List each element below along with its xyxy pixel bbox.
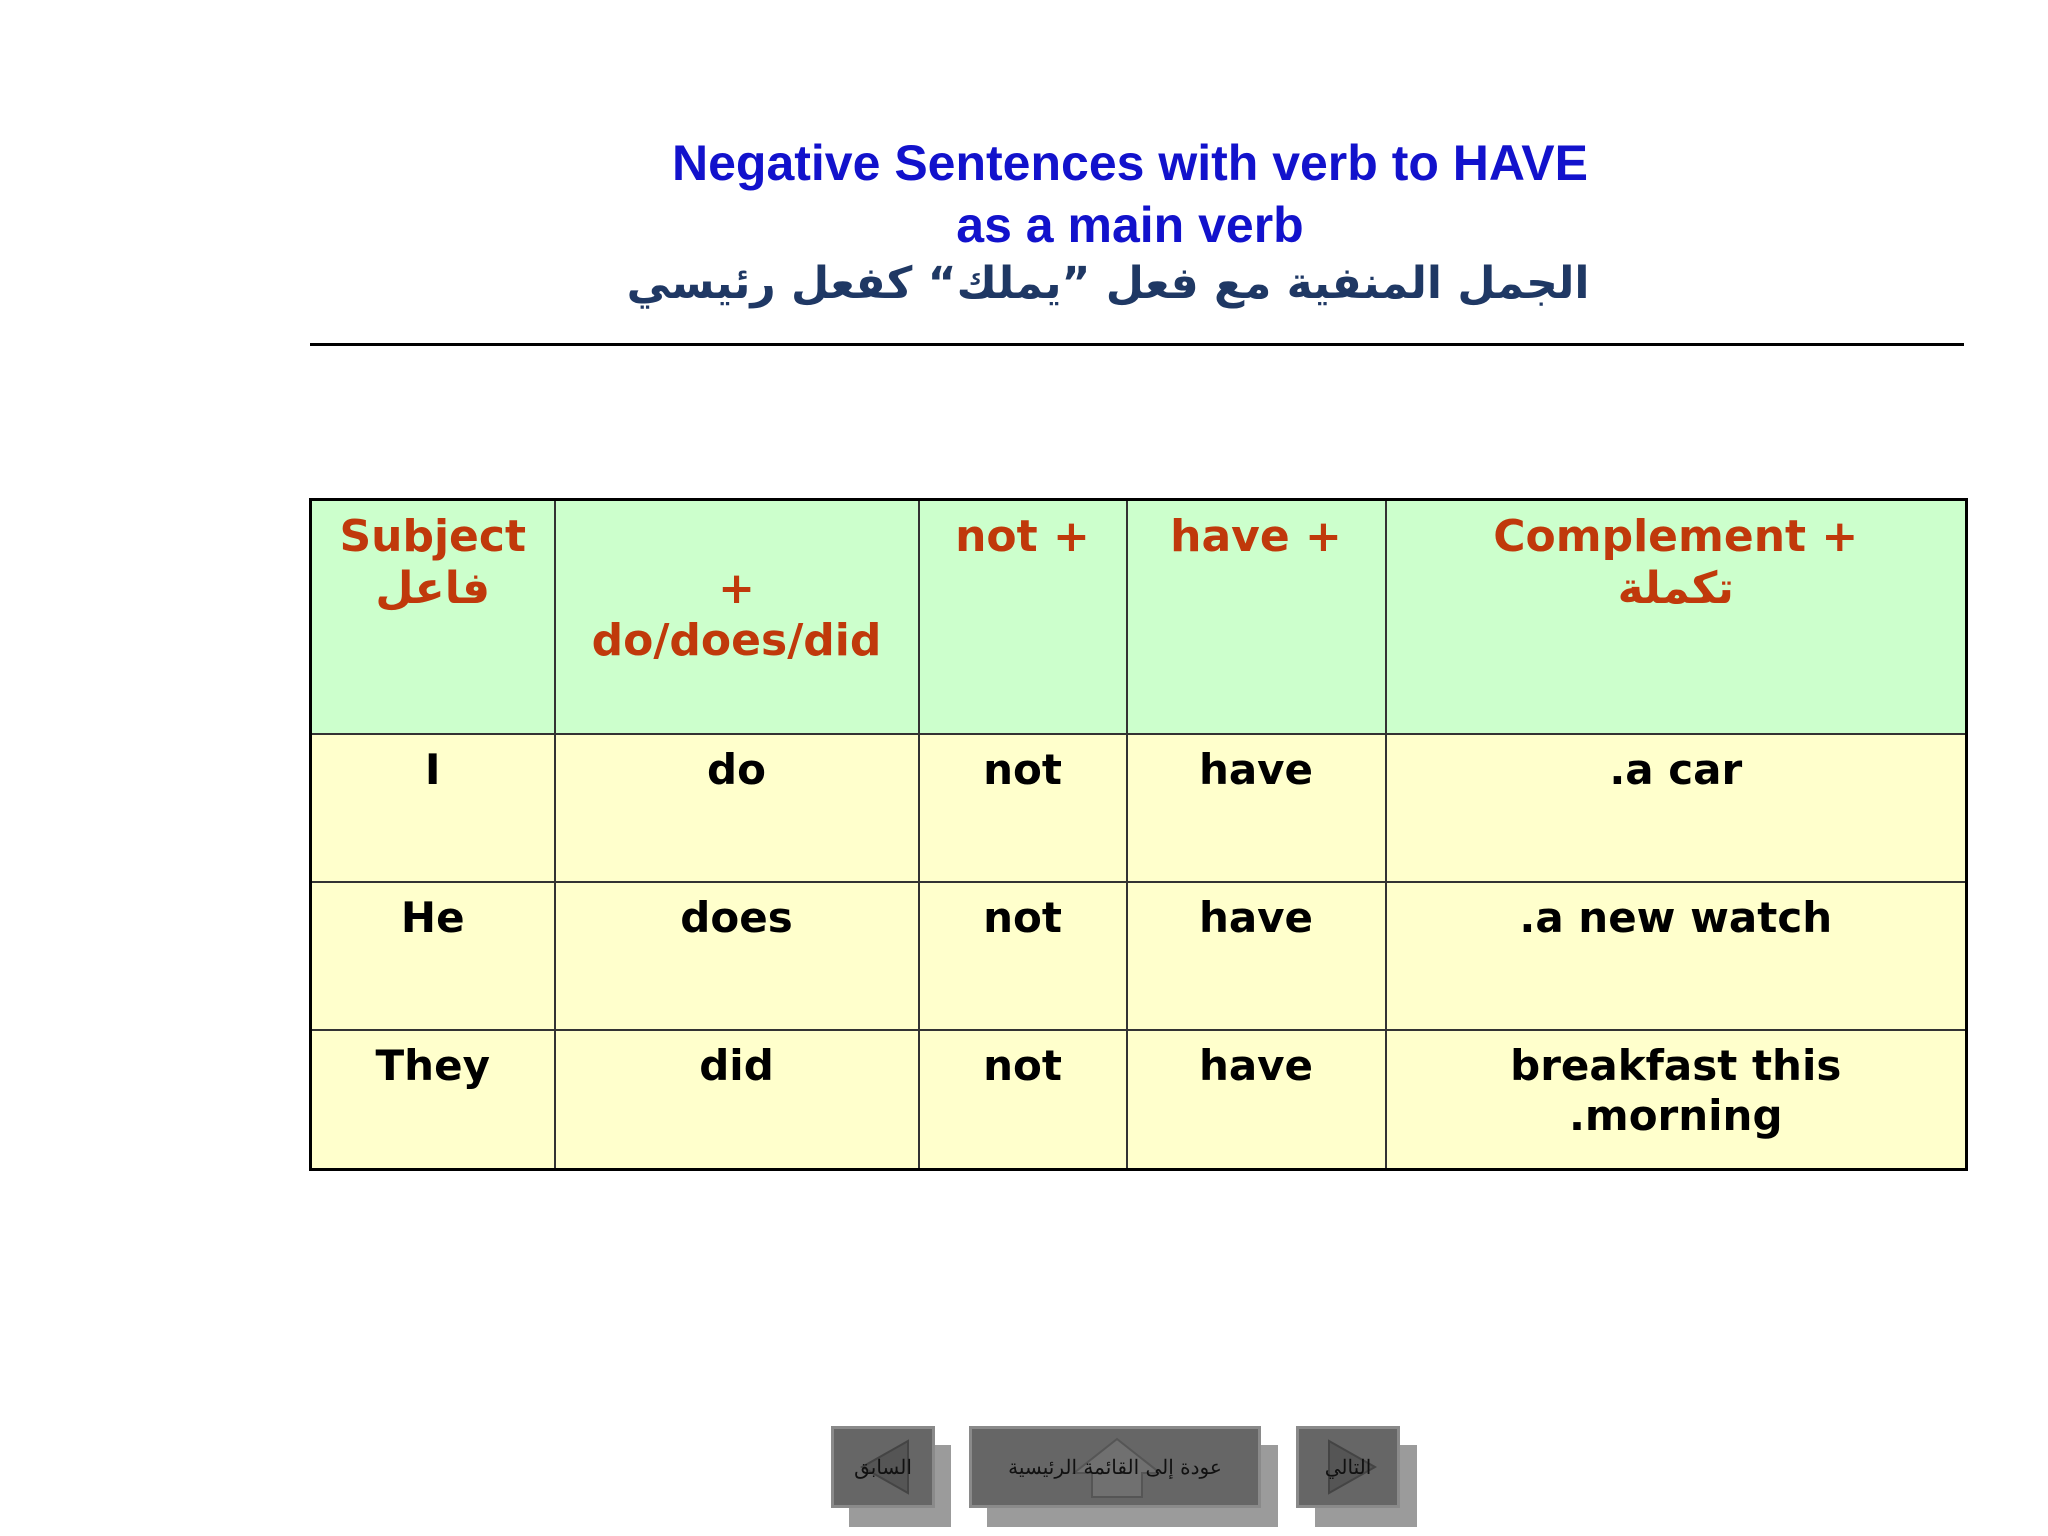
header-auxiliary (555, 500, 919, 735)
header-complement-ar: تكملة (1617, 563, 1734, 614)
prev-button[interactable] (831, 1426, 935, 1508)
home-button-label: عودة إلى القائمة الرئيسية (1008, 1455, 1222, 1479)
header-not-en: not + (955, 511, 1090, 562)
page-title (0, 132, 2048, 256)
cell-have: have (1127, 734, 1386, 882)
next-button[interactable] (1296, 1426, 1400, 1508)
header-subject (311, 500, 555, 735)
header-subject-ar: فاعل (375, 563, 491, 614)
cell-subject: They (311, 1030, 555, 1170)
cell-complement: .a new watch (1386, 882, 1967, 1030)
cell-have: have (1127, 882, 1386, 1030)
cell-not: not (919, 734, 1127, 882)
header-have-en: have + (1170, 511, 1342, 562)
next-button-label: التالي (1324, 1455, 1372, 1479)
header-not (919, 500, 1127, 735)
header-auxiliary-en: + do/does/did (591, 563, 882, 666)
cell-subject: I (311, 734, 555, 882)
header-subject-en: Subject (339, 511, 527, 562)
home-button[interactable] (969, 1426, 1261, 1508)
cell-auxiliary: do (555, 734, 919, 882)
table-row (311, 734, 1967, 882)
grammar-table (309, 498, 1968, 1171)
header-complement-en: Complement + (1493, 511, 1859, 562)
arabic-title: الجمل المنفية مع فعل ”يملك“ كفعل رئيسي (626, 258, 1590, 309)
prev-button-label: السابق (854, 1455, 912, 1479)
cell-not: not (919, 882, 1127, 1030)
table-row (311, 1030, 1967, 1170)
header-complement (1386, 500, 1967, 735)
cell-complement: breakfast this .morning (1386, 1030, 1967, 1170)
cell-complement: .a car (1386, 734, 1967, 882)
table-row (311, 882, 1967, 1030)
cell-subject: He (311, 882, 555, 1030)
header-have (1127, 500, 1386, 735)
table-header-row (311, 500, 1967, 735)
cell-have: have (1127, 1030, 1386, 1170)
cell-auxiliary: did (555, 1030, 919, 1170)
title-line-2: as a main verb (956, 197, 1304, 253)
title-divider (310, 343, 1964, 346)
title-line-1: Negative Sentences with verb to HAVE (672, 135, 1588, 191)
cell-not: not (919, 1030, 1127, 1170)
cell-auxiliary: does (555, 882, 919, 1030)
